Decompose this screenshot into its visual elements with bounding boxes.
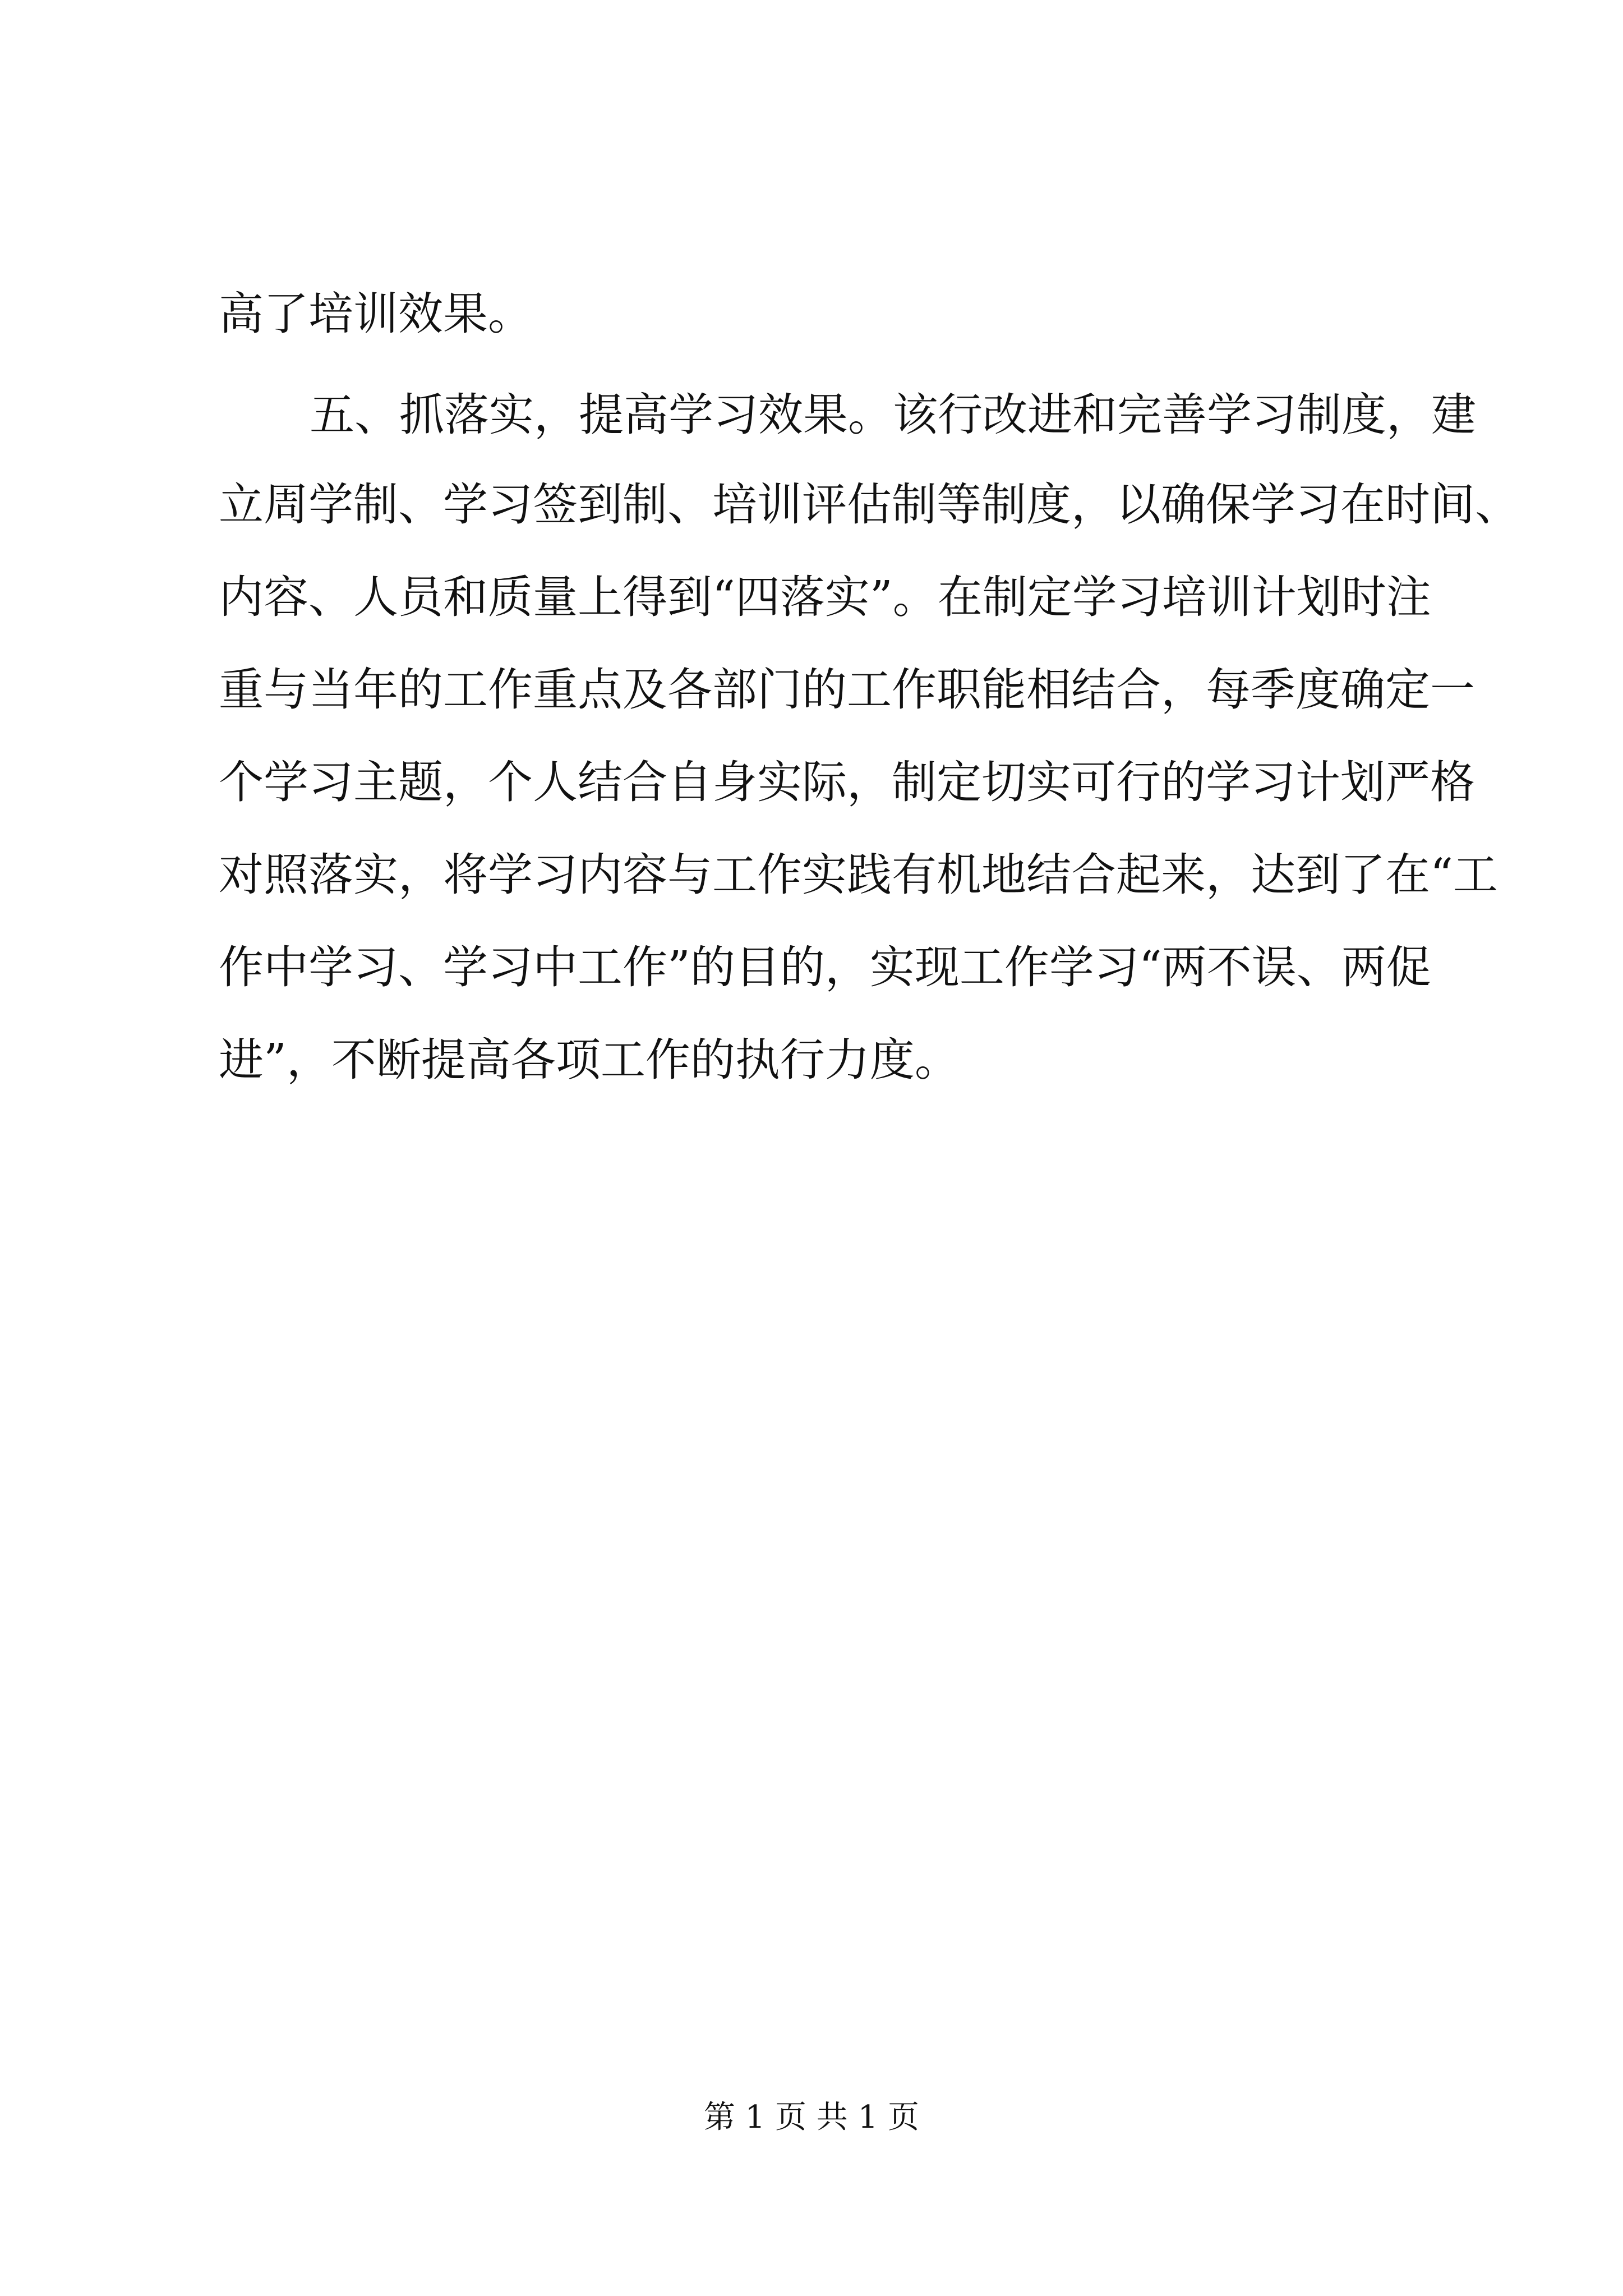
text-line: 个学习主题，个人结合自身实际，制定切实可行的学习计划严格 xyxy=(219,756,1475,808)
text-line: 高了培训效果。 xyxy=(219,288,533,340)
text-line: 立周学制、学习签到制、培训评估制等制度，以确保学习在时间、 xyxy=(219,478,1520,531)
page-footer: 第 1 页 共 1 页 xyxy=(703,2099,920,2136)
text-line: 对照落实，将学习内容与工作实践有机地结合起来，达到了在“工 xyxy=(219,849,1498,901)
text-line: 作中学习、学习中工作”的目的，实现工作学习“两不误、两促 xyxy=(219,941,1431,993)
text-line: 五、抓落实，提高学习效果。该行改进和完善学习制度，建 xyxy=(310,389,1476,441)
text-line: 进”，不断提高各项工作的执行力度。 xyxy=(219,1034,960,1086)
text-line: 重与当年的工作重点及各部门的工作职能相结合，每季度确定一 xyxy=(219,664,1475,716)
text-line: 内容、人员和质量上得到“四落实”。在制定学习培训计划时注 xyxy=(219,571,1431,623)
